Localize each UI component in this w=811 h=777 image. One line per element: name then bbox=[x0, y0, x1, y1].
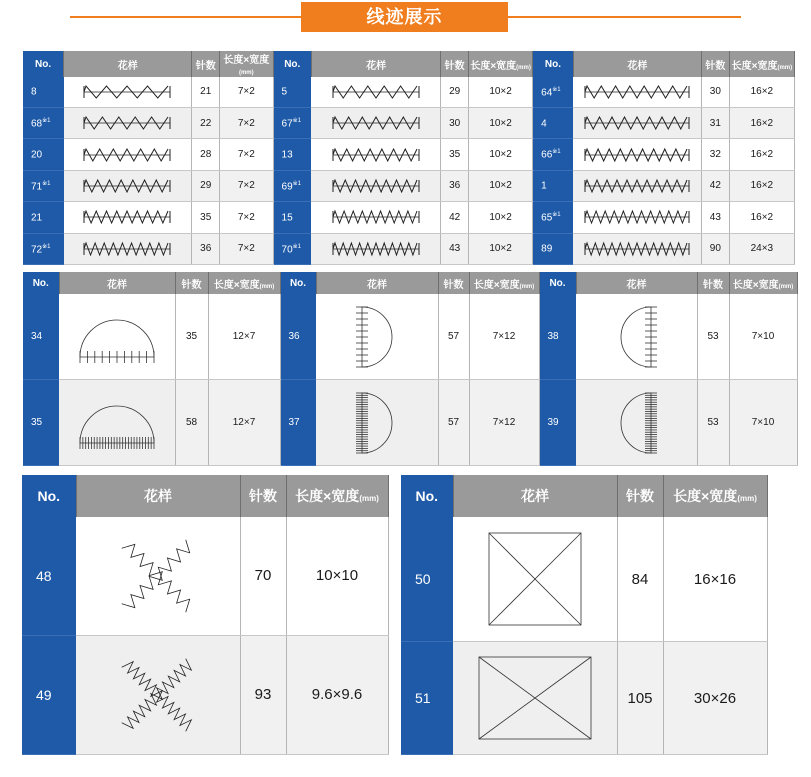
size-value: 7×10 bbox=[729, 294, 797, 379]
stitch-count: 29 bbox=[441, 77, 469, 107]
stitch-pattern-image bbox=[576, 294, 697, 379]
pattern-number: 38 bbox=[539, 294, 576, 379]
stitch-count: 70 bbox=[240, 517, 286, 635]
stitch-count: 29 bbox=[192, 170, 220, 201]
size-value: 16×2 bbox=[729, 170, 794, 201]
header-no: No. bbox=[533, 51, 574, 77]
stitch-pattern-image bbox=[311, 77, 440, 107]
header-stitches: 针数 bbox=[438, 272, 469, 294]
size-value: 7×2 bbox=[220, 202, 273, 233]
header-pattern: 花样 bbox=[576, 272, 697, 294]
table-row bbox=[23, 139, 795, 170]
table-cross-patterns bbox=[22, 475, 388, 755]
size-value: 7×2 bbox=[220, 139, 273, 170]
header-pattern: 花样 bbox=[316, 272, 438, 294]
stitch-pattern-image bbox=[64, 170, 192, 201]
stitch-count: 58 bbox=[175, 379, 208, 465]
pattern-number: 5 bbox=[273, 77, 311, 107]
stitch-count: 32 bbox=[701, 139, 729, 170]
stitch-count: 35 bbox=[441, 139, 469, 170]
pattern-number: 51 bbox=[401, 642, 453, 755]
size-value: 7×2 bbox=[220, 77, 273, 107]
stitch-pattern-image bbox=[453, 517, 617, 642]
table-row bbox=[23, 233, 795, 264]
pattern-number: 67$^{※1}$ bbox=[273, 107, 311, 138]
pattern-number: 68$^{※1}$ bbox=[23, 107, 64, 138]
table-row bbox=[401, 517, 767, 642]
table-row bbox=[23, 379, 797, 465]
header-size: 长度×宽度(mm) bbox=[663, 475, 767, 517]
pattern-number: 15 bbox=[273, 202, 311, 233]
size-value: 24×3 bbox=[729, 233, 794, 264]
size-value: 16×2 bbox=[729, 107, 794, 138]
pattern-number: 39 bbox=[539, 379, 576, 465]
title-line-right bbox=[508, 16, 741, 18]
header-no: No. bbox=[280, 272, 316, 294]
stitch-count: 43 bbox=[701, 202, 729, 233]
header-stitches: 针数 bbox=[617, 475, 663, 517]
stitch-pattern-image bbox=[573, 107, 701, 138]
table-header-row bbox=[23, 51, 795, 77]
page-title: 线迹展示 bbox=[301, 2, 508, 32]
stitch-pattern-image bbox=[76, 635, 240, 754]
header-pattern: 花样 bbox=[453, 475, 617, 517]
header-stitches: 针数 bbox=[192, 51, 220, 77]
table-square-patterns bbox=[401, 475, 767, 755]
header-pattern: 花样 bbox=[573, 51, 701, 77]
table-row bbox=[22, 517, 388, 635]
table-row bbox=[22, 635, 388, 754]
header-stitches: 针数 bbox=[701, 51, 729, 77]
stitch-pattern-image bbox=[64, 77, 192, 107]
pattern-number: 71$^{※1}$ bbox=[23, 170, 64, 201]
stitch-pattern-image bbox=[311, 170, 440, 201]
size-value: 10×2 bbox=[469, 107, 533, 138]
header-pattern: 花样 bbox=[64, 51, 192, 77]
size-value: 7×12 bbox=[469, 294, 539, 379]
stitch-count: 43 bbox=[441, 233, 469, 264]
stitch-pattern-image bbox=[573, 170, 701, 201]
stitch-pattern-image bbox=[59, 294, 175, 379]
stitch-pattern-image bbox=[316, 294, 438, 379]
size-value: 12×7 bbox=[208, 379, 280, 465]
table-row bbox=[401, 642, 767, 755]
pattern-number: 34 bbox=[23, 294, 59, 379]
pattern-number: 65$^{※1}$ bbox=[533, 202, 574, 233]
size-value: 10×2 bbox=[469, 77, 533, 107]
header-stitches: 针数 bbox=[441, 51, 469, 77]
pattern-number: 69$^{※1}$ bbox=[273, 170, 311, 201]
stitch-count: 53 bbox=[697, 294, 729, 379]
table-semicircle-patterns bbox=[23, 272, 794, 466]
header-size: 长度×宽度(mm) bbox=[469, 272, 539, 294]
size-value: 16×16 bbox=[663, 517, 767, 642]
size-value: 16×2 bbox=[729, 77, 794, 107]
stitch-count: 36 bbox=[192, 233, 220, 264]
header-stitches: 针数 bbox=[175, 272, 208, 294]
stitch-pattern-image bbox=[311, 107, 440, 138]
stitch-pattern-image bbox=[64, 233, 192, 264]
size-value: 9.6×9.6 bbox=[286, 635, 388, 754]
stitch-count: 84 bbox=[617, 517, 663, 642]
pattern-number: 72$^{※1}$ bbox=[23, 233, 64, 264]
stitch-pattern-image bbox=[64, 202, 192, 233]
stitch-count: 21 bbox=[192, 77, 220, 107]
table-header-row bbox=[23, 272, 797, 294]
pattern-number: 70$^{※1}$ bbox=[273, 233, 311, 264]
size-value: 16×2 bbox=[729, 202, 794, 233]
pattern-number: 37 bbox=[280, 379, 316, 465]
pattern-number: 20 bbox=[23, 139, 64, 170]
title-line-left bbox=[70, 16, 301, 18]
stitch-pattern-image bbox=[573, 202, 701, 233]
pattern-number: 8 bbox=[23, 77, 64, 107]
stitch-count: 35 bbox=[175, 294, 208, 379]
pattern-number: 35 bbox=[23, 379, 59, 465]
size-value: 10×2 bbox=[469, 139, 533, 170]
header-stitches: 针数 bbox=[697, 272, 729, 294]
header-size: 长度×宽度(mm) bbox=[286, 475, 388, 517]
stitch-count: 57 bbox=[438, 379, 469, 465]
header-no: No. bbox=[23, 51, 64, 77]
stitch-pattern-image bbox=[573, 233, 701, 264]
table-row bbox=[23, 294, 797, 379]
size-value: 7×2 bbox=[220, 107, 273, 138]
table-row bbox=[23, 107, 795, 138]
header-pattern: 花样 bbox=[311, 51, 440, 77]
pattern-number: 49 bbox=[22, 635, 76, 754]
size-value: 10×2 bbox=[469, 202, 533, 233]
size-value: 12×7 bbox=[208, 294, 280, 379]
pattern-number: 36 bbox=[280, 294, 316, 379]
size-value: 7×12 bbox=[469, 379, 539, 465]
size-value: 7×2 bbox=[220, 233, 273, 264]
size-value: 10×10 bbox=[286, 517, 388, 635]
size-value: 16×2 bbox=[729, 139, 794, 170]
header-size: 长度×宽度(mm) bbox=[729, 51, 794, 77]
stitch-count: 53 bbox=[697, 379, 729, 465]
table-row bbox=[23, 202, 795, 233]
table-row bbox=[23, 170, 795, 201]
stitch-count: 31 bbox=[701, 107, 729, 138]
stitch-count: 22 bbox=[192, 107, 220, 138]
stitch-pattern-image bbox=[573, 77, 701, 107]
header-pattern: 花样 bbox=[59, 272, 175, 294]
stitch-pattern-image bbox=[59, 379, 175, 465]
header-no: No. bbox=[273, 51, 311, 77]
stitch-count: 28 bbox=[192, 139, 220, 170]
stitch-count: 105 bbox=[617, 642, 663, 755]
stitch-pattern-image bbox=[64, 107, 192, 138]
stitch-count: 42 bbox=[701, 170, 729, 201]
stitch-pattern-image bbox=[64, 139, 192, 170]
header-size: 长度×宽度(mm) bbox=[469, 51, 533, 77]
table-linear-patterns bbox=[23, 51, 795, 265]
size-value: 10×2 bbox=[469, 170, 533, 201]
header-no: No. bbox=[23, 272, 59, 294]
stitch-pattern-image bbox=[311, 139, 440, 170]
stitch-count: 36 bbox=[441, 170, 469, 201]
stitch-count: 30 bbox=[441, 107, 469, 138]
header-size: 长度×宽度(mm) bbox=[729, 272, 797, 294]
pattern-number: 89 bbox=[533, 233, 574, 264]
pattern-number: 21 bbox=[23, 202, 64, 233]
size-value: 30×26 bbox=[663, 642, 767, 755]
stitch-pattern-image bbox=[576, 379, 697, 465]
pattern-number: 1 bbox=[533, 170, 574, 201]
pattern-number: 50 bbox=[401, 517, 453, 642]
table-row bbox=[23, 77, 795, 107]
stitch-pattern-image bbox=[453, 642, 617, 755]
header-stitches: 针数 bbox=[240, 475, 286, 517]
header-no: No. bbox=[539, 272, 576, 294]
pattern-number: 4 bbox=[533, 107, 574, 138]
pattern-number: 64$^{※1}$ bbox=[533, 77, 574, 107]
stitch-count: 42 bbox=[441, 202, 469, 233]
table-header-row bbox=[22, 475, 388, 517]
stitch-count: 93 bbox=[240, 635, 286, 754]
pattern-number: 66$^{※1}$ bbox=[533, 139, 574, 170]
stitch-pattern-image bbox=[573, 139, 701, 170]
title-bar bbox=[0, 0, 811, 34]
stitch-pattern-image bbox=[311, 202, 440, 233]
pattern-number: 13 bbox=[273, 139, 311, 170]
header-pattern: 花样 bbox=[76, 475, 240, 517]
pattern-number: 48 bbox=[22, 517, 76, 635]
header-size: 长度×宽度(mm) bbox=[220, 51, 273, 77]
size-value: 7×10 bbox=[729, 379, 797, 465]
stitch-count: 57 bbox=[438, 294, 469, 379]
stitch-count: 30 bbox=[701, 77, 729, 107]
stitch-count: 90 bbox=[701, 233, 729, 264]
header-size: 长度×宽度(mm) bbox=[208, 272, 280, 294]
stitch-pattern-image bbox=[311, 233, 440, 264]
header-no: No. bbox=[401, 475, 453, 517]
size-value: 7×2 bbox=[220, 170, 273, 201]
size-value: 10×2 bbox=[469, 233, 533, 264]
stitch-count: 35 bbox=[192, 202, 220, 233]
stitch-pattern-image bbox=[76, 517, 240, 635]
stitch-pattern-image bbox=[316, 379, 438, 465]
header-no: No. bbox=[22, 475, 76, 517]
table-header-row bbox=[401, 475, 767, 517]
